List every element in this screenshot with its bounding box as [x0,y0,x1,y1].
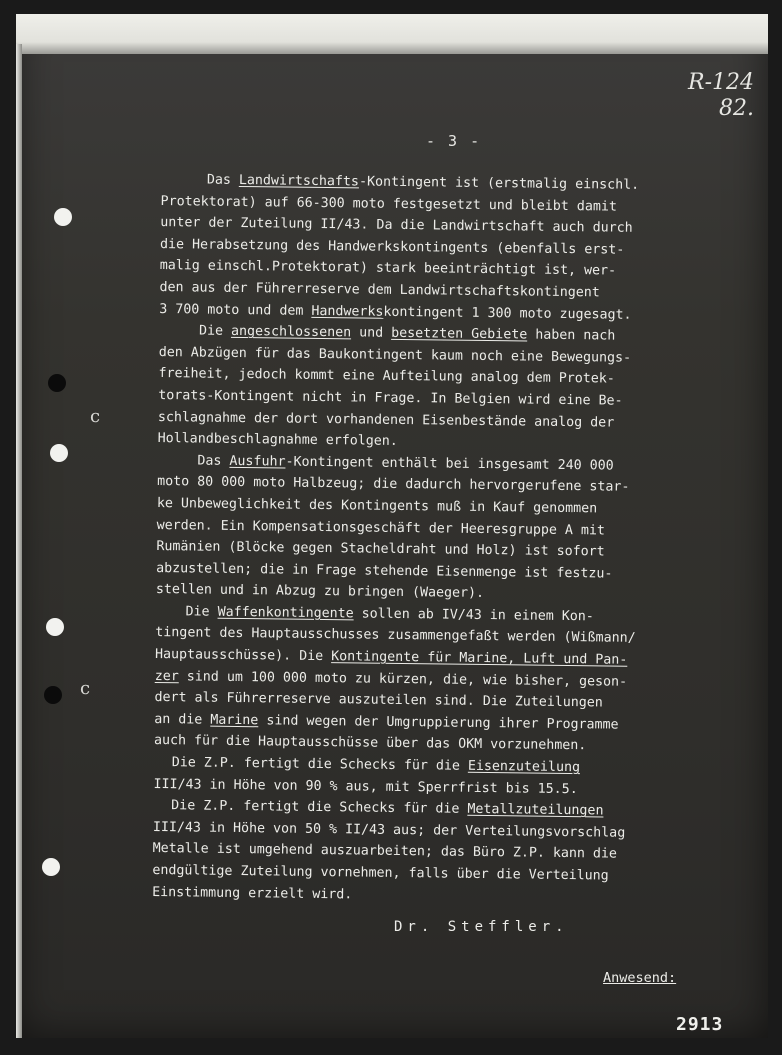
present-label: Anwesend: [603,970,677,986]
text-segment: moto 80 000 moto Halbzeug; die dadurch hervorgerufene star- [157,474,630,496]
text-segment: sind um 100 000 moto zu kürzen, die, wie bisher, geson- [178,668,628,690]
paper-left-edge [16,44,22,1038]
punch-hole [50,444,68,462]
underlined-text: besetzten Gebiete [391,325,528,343]
underlined-text: Metallzuteilungen [467,802,604,819]
punch-hole [54,208,72,226]
underlined-text: Marine [210,712,259,729]
archive-ref-number: R-124 [688,70,754,95]
text-segment: schlagnahme der dort vorhandenen Eisenbestände analog der [157,409,615,431]
text-segment: -Kontingent enthält bei insgesamt 240 000 [285,454,614,474]
text-segment: 3 700 moto und dem [159,301,312,319]
punch-hole [42,858,60,876]
text-segment: Die Z.P. fertigt die Schecks für die [171,755,469,774]
text-segment: ke Unbeweglichkeit des Kontingents muß in Kauf genommen [156,495,598,517]
archive-reference [688,70,754,122]
document-page [16,14,768,1038]
text-segment: dert als Führerreserve auszuteilen sind. Die Zuteilungen [154,690,603,711]
signature: Dr. Steffler. [394,919,569,935]
text-segment: abzustellen; die in Frage stehende Eisenmenge ist festzu- [156,560,613,582]
text-segment: Das [197,453,230,469]
text-segment: stellen und in Abzug zu bringen (Waeger). [155,582,485,602]
text-segment: Metalle ist umgehend auszuarbeiten; das Büro Z.P. kann die [152,841,618,863]
underlined-text: Ausfuhr [229,453,286,470]
text-segment: und [351,325,392,341]
text-segment: kontingent 1 300 moto zugesagt. [383,304,632,323]
text-segment: torats-Kontingent nicht in Frage. In Belgien wird eine Be- [158,387,623,409]
text-segment: sollen ab IV/43 in einem Kon- [353,606,594,625]
text-segment: Hollandbeschlagnahme erfolgen. [157,431,398,450]
text-segment: malig einschl.Protektorat) stark beeinträchtigt ist, wer- [159,258,617,279]
binder-clip-mark: c [90,406,101,427]
text-segment: Einstimmung erzielt wird. [152,884,353,902]
text-segment: den Abzügen für das Baukontingent kaum noch eine Bewegungs- [158,344,632,366]
text-segment: auch für die Hauptausschüsse über das OKM vorzunehmen. [153,733,587,754]
page-number: - 3 - [426,132,482,150]
text-segment: haben nach [527,327,616,344]
underlined-text: angeschlossenen [230,324,352,341]
text-segment: werden. Ein Kompensationsgeschäft der Heeresgruppe A mit [156,517,606,538]
body-text [152,169,721,910]
text-segment: die Herabsetzung des Handwerkskontingents (ebenfalls erst- [159,236,625,258]
underlined-text: Landwirtschafts [238,172,360,190]
text-segment: Rumänien (Blöcke gegen Stacheldraht und Holz) ist sofort [156,539,605,560]
underlined-text: Waffenkontingente [217,604,354,622]
binder-clip-mark: c [80,678,91,699]
paper-top-strip [16,14,768,54]
underlined-text: Handwerks [311,303,384,320]
text-segment: endgültige Zuteilung vornehmen, falls über die Verteilung [152,862,609,884]
text-segment: Das [206,172,239,188]
underlined-text: Eisenzuteilung [467,758,581,776]
text-segment: an die [154,711,211,728]
text-segment: Die [198,323,232,340]
text-segment: Die [185,604,218,620]
underlined-text: zer [154,668,179,684]
text-segment: tingent des Hauptausschusses zusammengefaßt werden (Wißmann/ [155,625,636,647]
text-segment: Hauptausschüsse). Die [154,647,332,665]
text-segment: unter der Zuteilung II/43. Da die Landwirtschaft auch durch [160,215,633,236]
text-segment: den aus der Führerreserve dem Landwirtschaftskontingent [159,279,600,301]
underlined-text: Kontingente für Marine, Luft und Pan- [331,649,628,668]
text-segment: sind wegen der Umgruppierung ihrer Programme [258,713,619,733]
archive-ref-sub: 82. [719,96,754,121]
text-segment: -Kontingent ist (erstmalig einschl. [358,174,640,193]
archive-stamp-number: 2913 [676,1014,724,1035]
text-segment: Protektorat) auf 66-300 moto festgesetzt und bleibt damit [160,193,617,215]
text-segment: III/43 in Höhe von 90 % aus, mit Sperrfrist bis 15.5. [153,776,578,797]
text-segment: Die Z.P. fertigt die Schecks für die [171,798,468,818]
text-segment: freiheit, jedoch kommt eine Aufteilung analog dem Protek- [158,366,615,387]
punch-hole [48,374,66,392]
punch-hole [44,686,62,704]
punch-hole [46,618,64,636]
text-segment: III/43 in Höhe von 50 % II/43 aus; der Verteilungsvorschlag [152,819,626,841]
